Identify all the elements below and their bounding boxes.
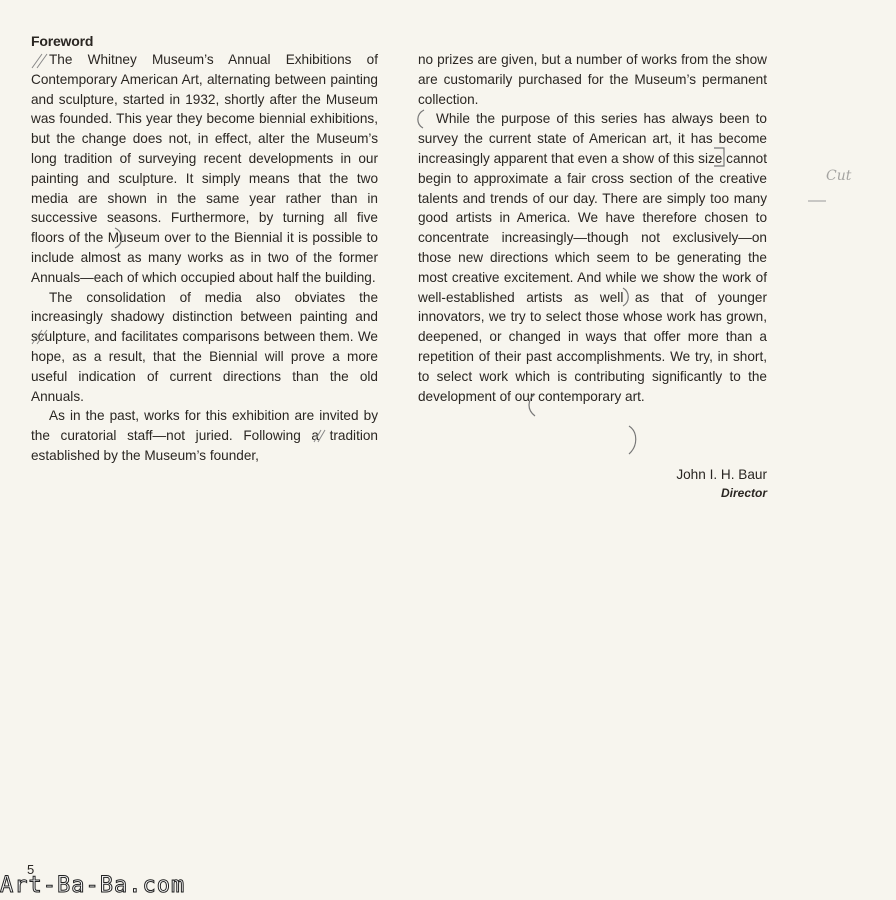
paragraph-mark-icon <box>312 428 328 444</box>
watermark: Art-Ba-Ba.com <box>0 873 186 898</box>
paragraph-mark-icon <box>30 52 50 70</box>
margin-dash-icon <box>806 198 828 204</box>
bracket-mark-icon <box>414 108 426 130</box>
signature-block <box>560 465 767 503</box>
paragraph-mark-icon <box>30 328 50 346</box>
left-column <box>31 50 378 466</box>
paragraph-3: As in the past, works for this exhibition are invited by the curatorial staff—not juried. Following a tradition established by the Museum’s founder, <box>31 408 378 463</box>
bracket-mark-icon <box>525 392 537 418</box>
bracket-mark-icon <box>112 226 128 250</box>
insert-mark-icon <box>712 146 726 168</box>
signature-title: Director <box>720 486 767 500</box>
bracket-mark-icon <box>620 286 632 308</box>
margin-note: Cut <box>826 168 852 184</box>
paragraph-2: The consolidation of media also obviates the increasingly shadowy distinction between painting and sculpture, and facilitates comparisons between them. We hope, as a result, that the Biennial will prove a more useful indication of current directions than the old Annuals. <box>31 289 378 404</box>
paragraph-4: While the purpose of this series has always been to survey the current state of American art, it has become increasingly apparent that even a show of this size cannot begin to approximate a fair cross section of the creative talents and trends of our day. There are simply too many good artists in America. We have therefore chosen to concentrate increasingly—though not exclusively—on those new directions which seem to be generating the most creative excitement. And while we show the work of well-established artists as well as that of younger innovators, we try to select those whose work has grown, deepened, or changed in ways that offer more than a repetition of their past accomplishments. We try, in short, to select work which is contributing significantly to the development of our contemporary art. <box>418 111 767 404</box>
page-number: 5 <box>27 862 35 877</box>
paragraph-1: The Whitney Museum’s Annual Exhibitions of Contemporary American Art, alternating between painting and sculpture, started in 1932, shortly after the Museum was founded. This year they become biennial exhibitions, but the change does not, in effect, alter the Museum’s long tradition of surveying recent developments in our painting and sculpture. It simply means that the two media are shown in the same year rather than in successive seasons. Furthermore, by turning all five floors of the Museum over to the Biennial it is possible to include almost as many works as in two of the former Annuals—each of which occupied about half the building. <box>31 52 378 285</box>
paragraph-3-continued: no prizes are given, but a number of works from the show are customarily purchased for the Museum’s permanent collection. <box>418 52 767 107</box>
page-heading: Foreword <box>31 33 94 49</box>
bracket-mark-icon <box>626 424 640 458</box>
signature-name: John I. H. Baur <box>676 467 767 482</box>
right-column <box>418 50 767 406</box>
